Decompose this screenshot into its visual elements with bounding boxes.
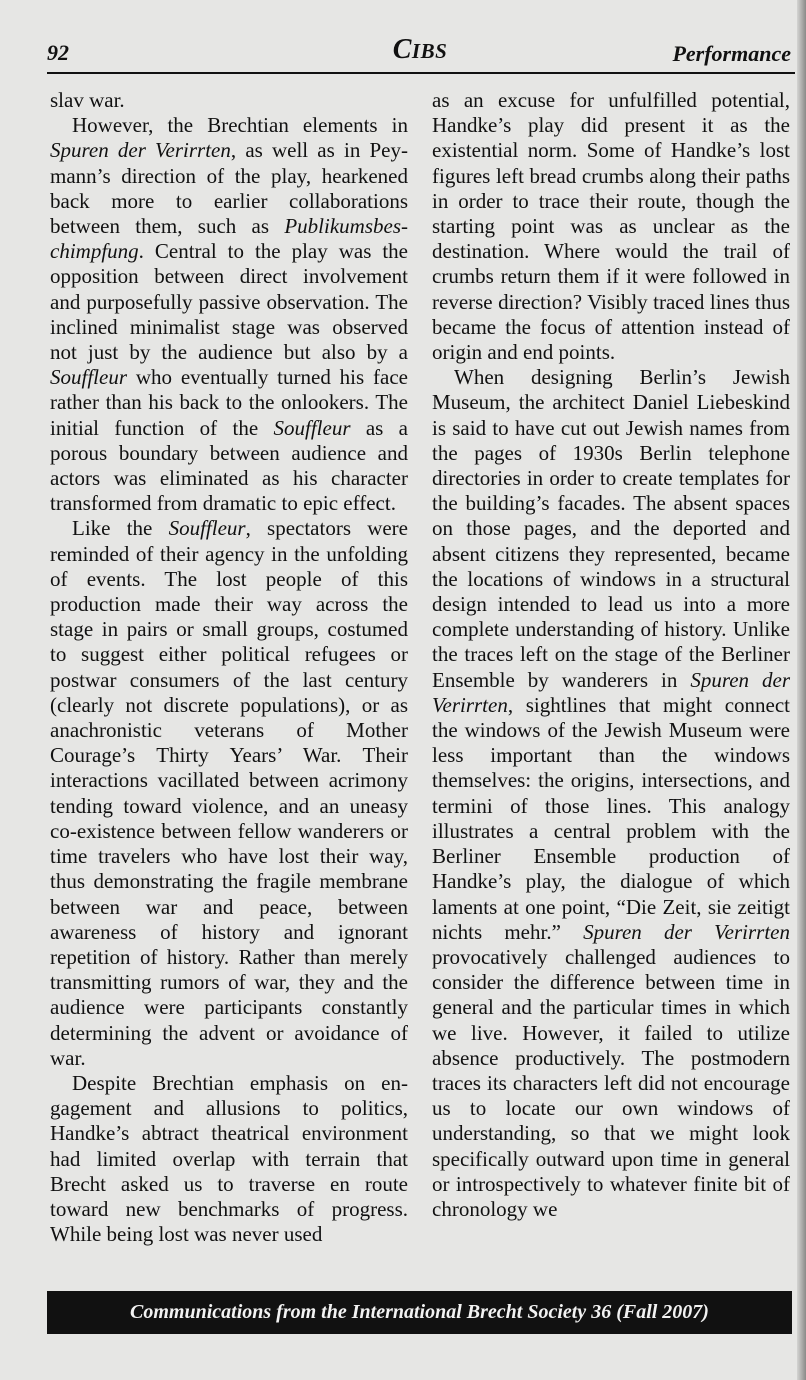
left-paragraph-2 [50,113,408,516]
right-paragraph-1: as an excuse for unfulfilled potential, Handke’s play did present it as the existential norm. Some of Handke’s lost figures left bread crumbs along their paths in order to trace their route, though the starting point was as unclear as the destination. Where would the trail of crumbs return them if it were followed in reverse direction? Visibly traced lines thus became the focus of attention instead of origin and end points. [432,88,790,365]
section-title: Performance [672,41,791,66]
left-paragraph-3 [50,516,408,1070]
term-souffleur: Souffleur [50,365,127,390]
right-paragraph-2 [432,365,790,1222]
page-edge-shadow [797,0,806,1380]
journal-logo-initial: C [392,34,412,65]
text-run: When designing Berlin’s Jewish Museum, the architect Daniel Liebeskind is said to have cut out Jewish names from the pages of 1930s Berlin telephone directories in order to create templates for the building’s facades. The absent spaces on those pages, and the deported and absent citizens they represented, became the locations of windows in a structural design intended to lead us into a more complete understanding of history. Unlike the traces left on the stage of the Berliner Ensemble by wanderers in [432,365,790,692]
text-run: who eventually turned his face rather than his back to the onlookers. The initial function of the [50,365,408,440]
play-title: Spuren der Verirrten [432,667,790,717]
text-run: , sightlines that might connect the windows of the Jewish Museum were less important than the windows themselves: the origins, intersections, and termini of those lines. This analogy illustrates a central problem with the Berliner Ensemble production of Handke’s play, the dialogue of which laments at one point, “Die Zeit, sie zeitigt nichts mehr.” [432,692,790,944]
text-run: However, the Brechtian elements in [72,113,408,138]
left-paragraph-4: Despite Brechtian emphasis on engagement and allusions to politics, Handke’s abtract theatrical environment had limited overlap with terrain that Brecht asked us to traverse en route toward new benchmarks of progress. While being lost was never used [50,1070,408,1247]
text-run: , as well as in Peymann’s direction of the play, hearkened back more to earlier collaborations between them, such as [50,138,408,239]
running-header [47,34,793,74]
left-paragraph-1: slav war. [50,88,125,112]
header-rule [47,72,795,74]
term-souffleur: Souffleur [273,415,351,440]
play-title: Spuren der Verirrten [583,919,790,944]
text-run: , spectators were reminded of their agency in the unfolding of events. The lost people of this production made their way across the stage in pairs or small groups, costumed to suggest either political refugees or postwar consumers of the last century (clearly not discrete populations), or as anachronistic veterans of Mother Courage’s Thirty Years’ War. Their interactions vacillated between acrimony tending toward violence, and an uneasy co-existence between fellow wanderers or time travelers who have lost their way, thus demonstrating the fragile membrane between war and peace, between awareness of history and ignorant repetition of history. Rather than merely transmitting rumors of war, they and the audience were participants constantly determining the advent or avoidance of war. [50,516,408,1070]
text-run: Like the [72,516,169,541]
journal-logo-rest: IBS [411,39,448,63]
footer-banner: Communications from the International Brecht Society 36 (Fall 2007) [47,1291,792,1334]
term-souffleur: Souffleur [168,516,246,541]
left-column [50,88,408,1247]
play-title: Spuren der Verirrten [50,138,231,163]
text-run: provocatively challenged audiences to consider the difference between time in general and the particular times in which we live. However, it failed to utilize absence productively. The postmodern traces its characters left did not encourage us to locate our own windows of understanding, so that we might look specifically outward upon time in general or introspectively to whatever finite bit of chronology we [432,944,790,1221]
text-run: as a porous boundary between audience and actors was eliminated as his character transformed from dramatic to epic effect. [50,415,408,516]
right-column [432,88,790,1222]
play-title: Publikumsbeschimpfung [50,214,408,264]
text-run: . Central to the play was the opposition between direct involvement and purposefully passive observation. The inclined minimalist stage was observed not just by the audience but also by a [50,239,408,365]
page-number: 92 [47,40,69,65]
